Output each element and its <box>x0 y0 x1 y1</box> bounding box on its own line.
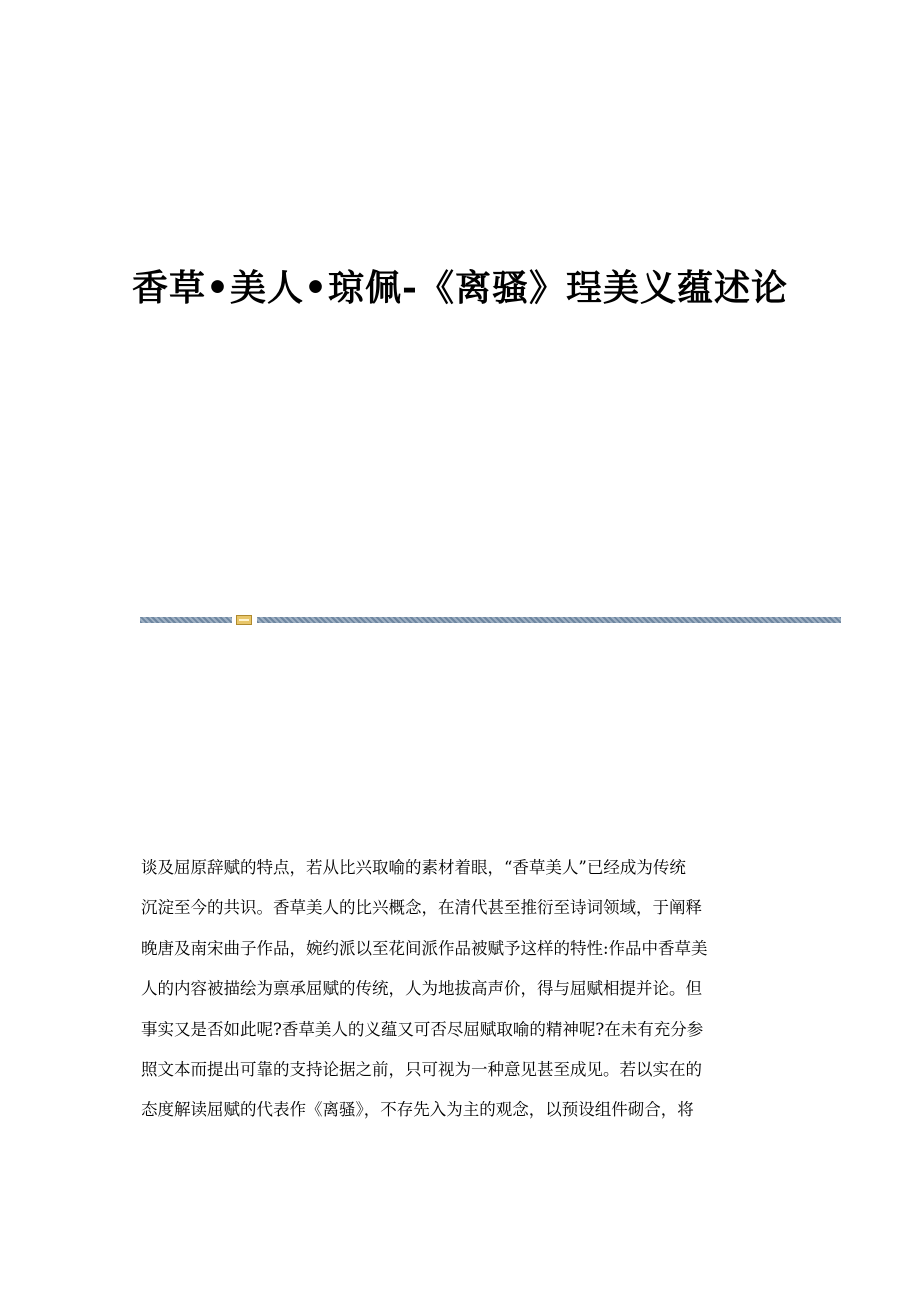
paragraph-line: 事实又是否如此呢?香草美人的义蕴又可否尽屈赋取喻的精神呢?在未有充分参 <box>141 1019 704 1039</box>
document-title: 香草•美人•琼佩-《离骚》珵美义蕴述论 <box>132 267 788 309</box>
paragraph-line: 谈及屈原辞赋的特点，若从比兴取喻的素材着眼，“香草美人”已经成为传统 <box>141 858 686 877</box>
body-paragraph <box>141 848 781 1131</box>
divider-ornament-icon <box>236 615 252 625</box>
paragraph-line: 晚唐及南宋曲子作品，婉约派以至花间派作品被赋予这样的特性:作品中香草美 <box>141 938 708 958</box>
paragraph-line: 沉淀至今的共识。香草美人的比兴概念，在清代甚至推衍至诗词领域，于阐释 <box>141 898 702 918</box>
divider-bar-left <box>140 617 232 623</box>
paragraph-line: 态度解读屈赋的代表作《离骚》，不存先入为主的观念，以预设组件砌合，将 <box>141 1100 694 1120</box>
paragraph-line: 照文本而提出可靠的支持论据之前，只可视为一种意见甚至成见。若以实在的 <box>141 1059 702 1079</box>
paragraph-line: 人的内容被描绘为禀承屈赋的传统，人为地拔高声价，得与屈赋相提并论。但 <box>141 979 702 999</box>
divider-bar-right <box>257 617 841 623</box>
section-divider <box>140 615 841 624</box>
